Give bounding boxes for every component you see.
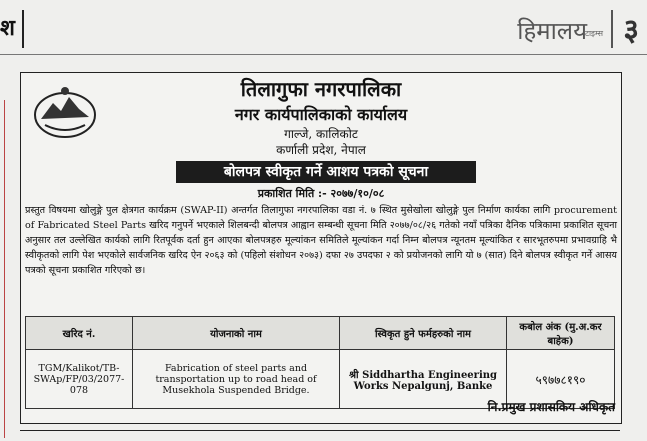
publish-date: प्रकाशित मिति :- २०७७/१०/०८ (257, 187, 385, 200)
newspaper-title: हिमालय (517, 17, 587, 45)
header-project: योजनाको नाम (133, 317, 340, 350)
award-table (25, 316, 615, 409)
address-line-1: गाल्जे, कालिकोट (284, 127, 358, 141)
address-line-2: कर्णाली प्रदेश, नेपाल (276, 143, 366, 157)
cell-contract-no: TGM/Kalikot/TB-SWAp/FP/03/2077-078 (26, 350, 133, 409)
cell-project: Fabrication of steel parts and transportation up to road head of Musekhola Suspended Bridge. (133, 350, 340, 409)
notice-body: प्रस्तुत विषयमा खोलुङ्गे पुल क्षेत्रगत कार्यक्रम (SWAP-II) अन्तर्गत तिलागुफा नगरपालिका वडा नं. ७ स्थित मुसेखोला खोलुङ्गे पुल निर्माण कार्यका लागि procurement of Fabricated Steel Parts खरिद गनुपर्ने भएकाले शिलबन्दी बोलपत्र आह्वान सम्बन्धी सूचना मिति २०७७/०८/२६ गतेको नयाँ पत्रिका दैनिक पत्रिकामा प्रकाशित सूचना अनुसार तल उल्लेखित कार्यको लागि रितपूर्वक दर्ता हुन आएका बोलपत्रहरु मूल्यांकन समितिले मूल्यांकन गर्दा निम्न बोलपत्र न्यूनतम मूल्यांकित र सारभूतरुपमा प्रभावग्राहि भै स्वीकृतको लागि पेश भएकोले सार्वजनिक खरिद ऐन २०६३ को (पहिलो संशोधन २०७३) दफा २७ उपदफा २ को प्रयोजनको लागि यो ७ (सात) दिने बोलपत्र स्वीकृत गर्ने आसय पत्रको सूचना प्रकाशित गरिएको छ। (25, 205, 617, 276)
previous-page-fragment: श (0, 15, 15, 41)
public-notice (20, 72, 622, 424)
notice-title: बोलपत्र स्वीकृत गर्ने आशय पत्रको सूचना (176, 161, 476, 183)
cell-amount: ५९७७८१९० (507, 350, 615, 409)
page-number: ३ (623, 13, 639, 48)
header-rule (0, 54, 647, 55)
column-rule (4, 100, 5, 438)
header-firm: स्विकृत हुने फर्महरुको नाम (340, 317, 507, 350)
organization-name: तिलागुफा नगरपालिका (240, 77, 402, 101)
newspaper-subtitle: टाइम्स (584, 29, 603, 38)
table-header-row (26, 317, 615, 350)
next-notice-border (20, 430, 620, 441)
cell-firm: श्री Siddhartha Engineering Works Nepalgunj, Banke (340, 350, 507, 409)
header-amount: कबोल अंक (मु.अ.कर बाहेक) (507, 317, 615, 350)
header-contract-no: खरिद नं. (26, 317, 133, 350)
header-divider-right (611, 10, 613, 48)
header-divider-left (22, 10, 24, 48)
signatory: नि.प्रमुख प्रशासकिय अधिकृत (487, 400, 615, 414)
office-name: नगर कार्यपालिकाको कार्यालय (234, 105, 408, 124)
